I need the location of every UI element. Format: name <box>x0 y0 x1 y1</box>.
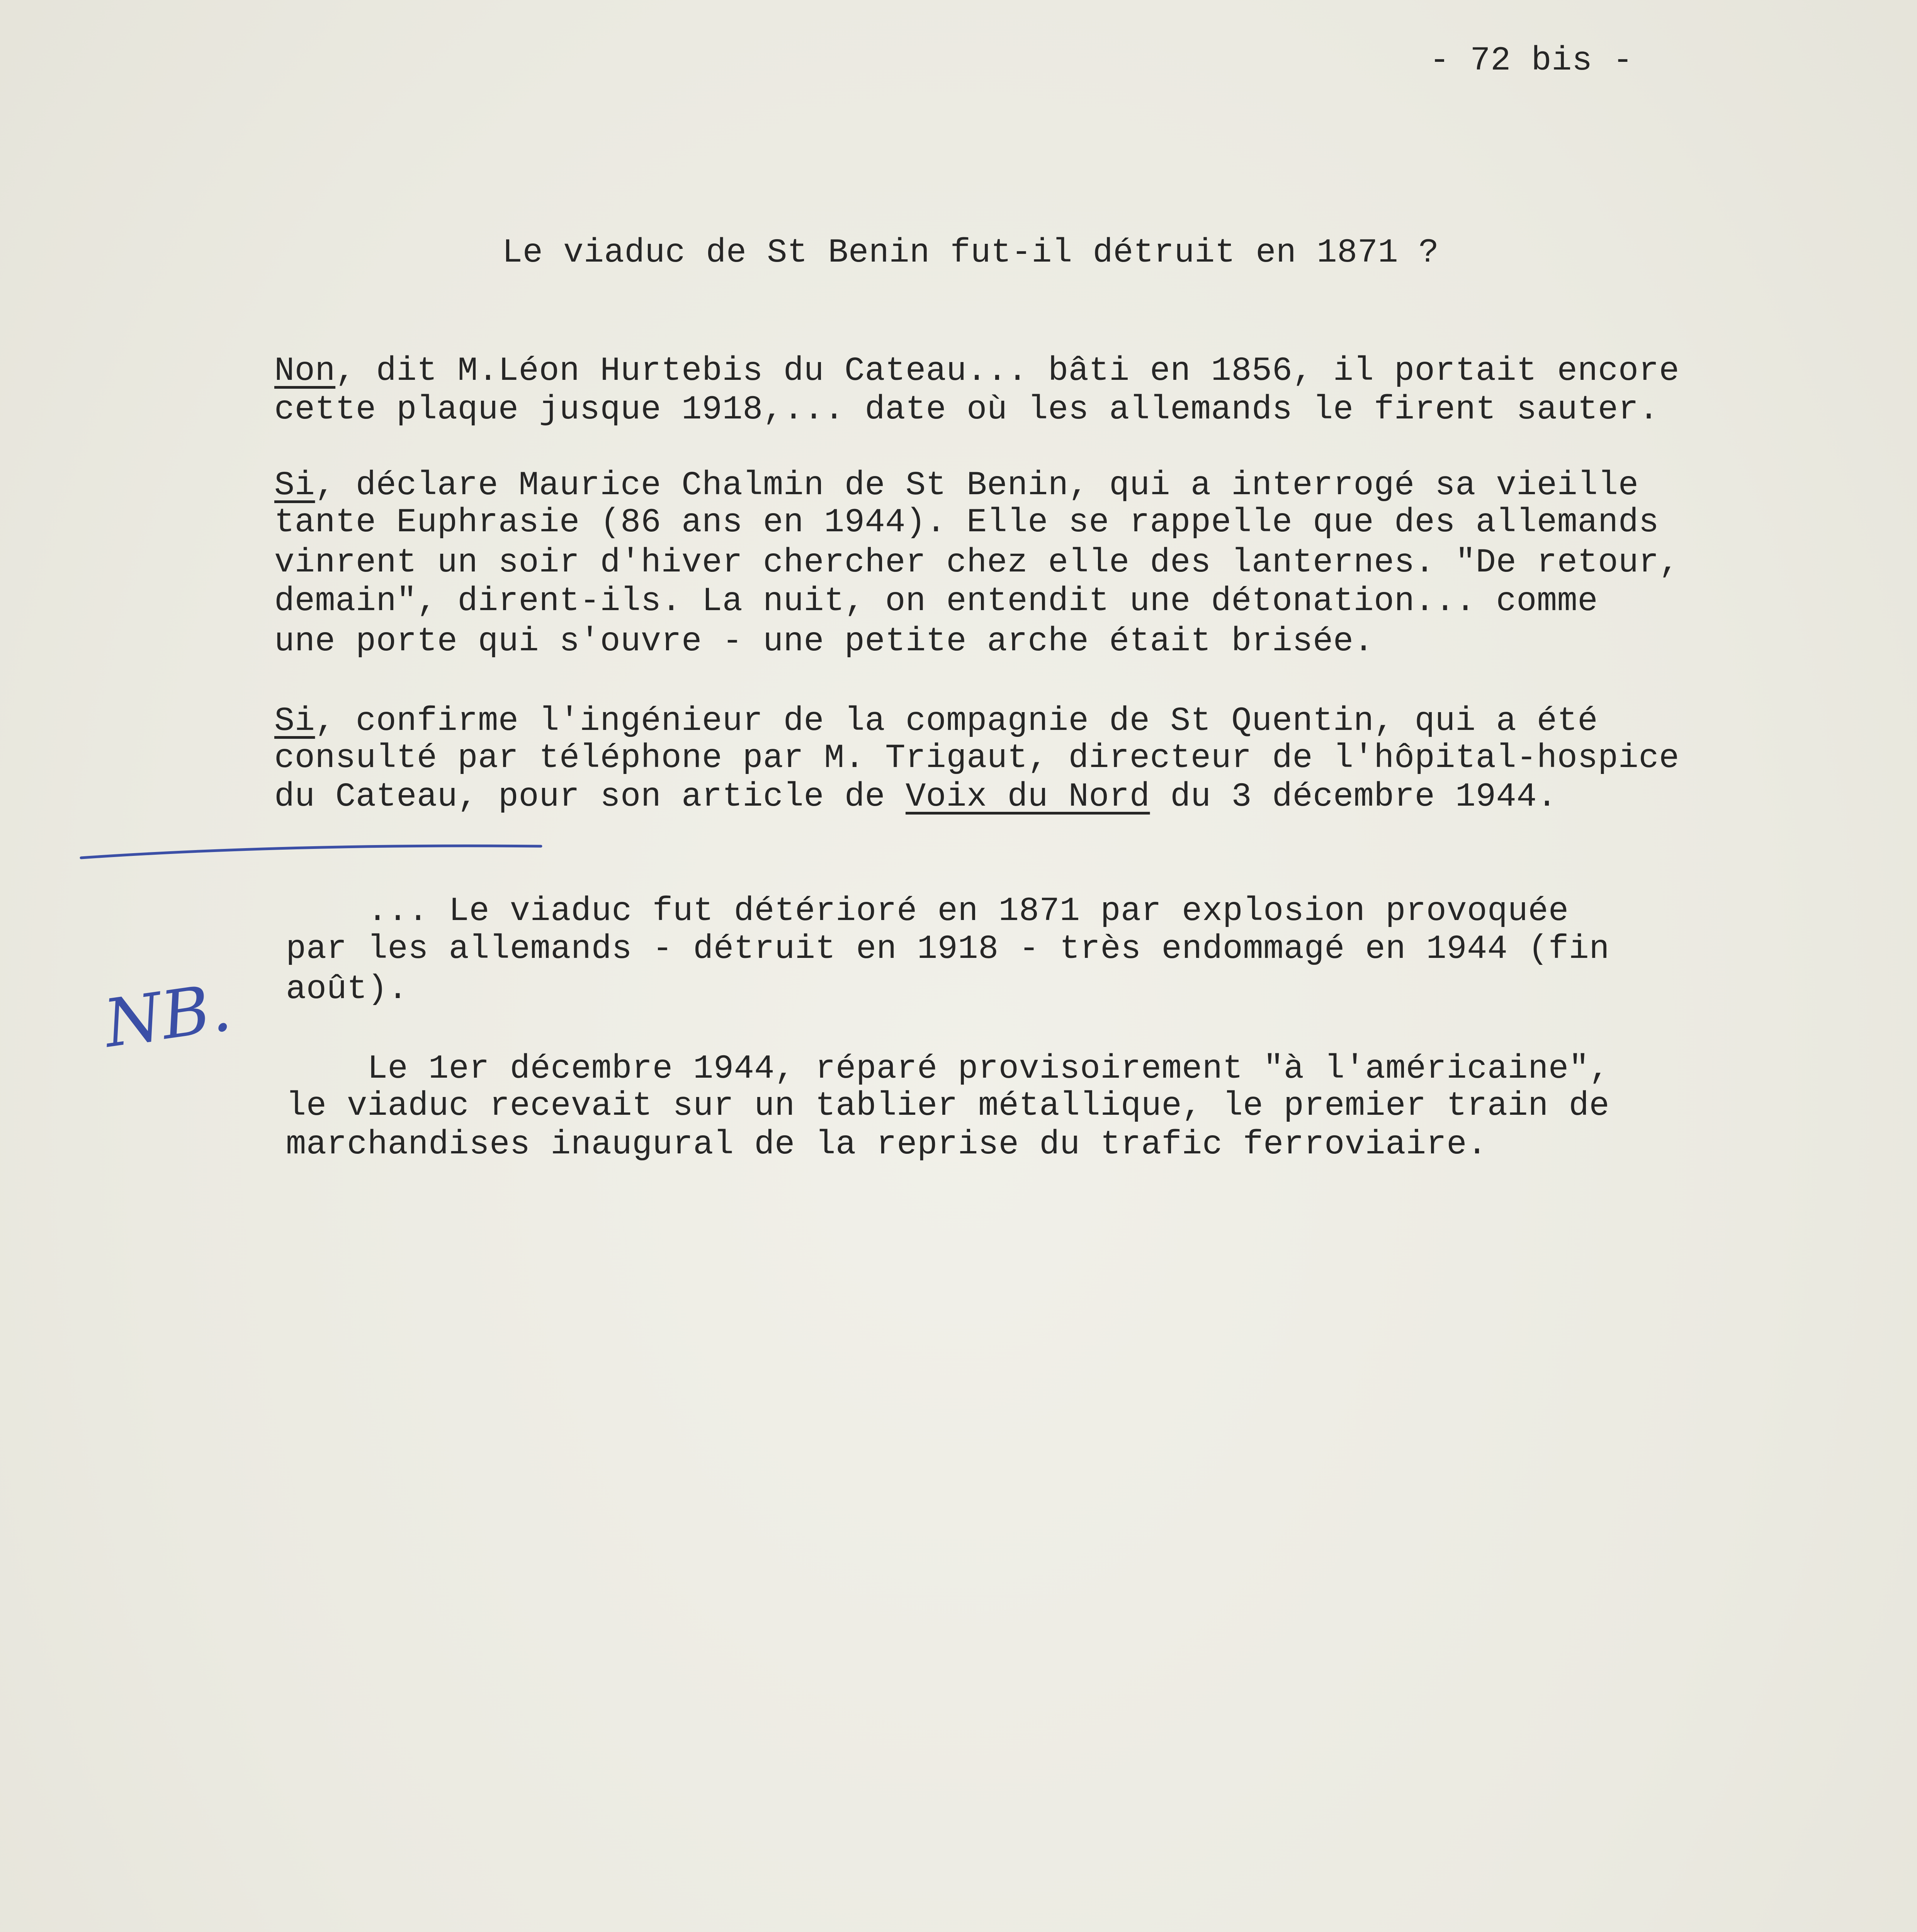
para1-line1-text: , dit M.Léon Hurtebis du Cateau... bâti en 1856, il portait encore <box>335 352 1679 390</box>
para5-line2: le viaduc recevait sur un tablier métallique, le premier train de <box>286 1087 1610 1125</box>
pen-stroke-divider <box>77 835 560 869</box>
para3-line3-end: du 3 décembre 1944. <box>1150 778 1557 816</box>
para1-lead: Non <box>274 352 336 390</box>
para4-line2: par les allemands - détruit en 1918 - très endommagé en 1944 (fin <box>286 930 1610 968</box>
newspaper-title: Voix du Nord <box>905 778 1150 816</box>
para4-line3: août). <box>286 971 408 1009</box>
para1-line1 <box>274 352 1679 390</box>
para2-line1 <box>274 469 1638 503</box>
handwritten-nb-annotation: NB. <box>99 969 236 1063</box>
para3-line1-text: , confirme l'ingénieur de la compagnie de St Quentin, qui a été <box>315 702 1598 740</box>
para2-line5: une porte qui s'ouvre - une petite arche était brisée. <box>274 623 1374 661</box>
para3-line1 <box>274 702 1598 740</box>
para2-lead: Si <box>274 467 315 505</box>
para5-line1: Le 1er décembre 1944, réparé provisoirement "à l'américaine", <box>286 1050 1610 1088</box>
para2-line1-text: , déclare Maurice Chalmin de St Benin, qui a interrogé sa vieille <box>315 467 1639 505</box>
para3-lead: Si <box>274 702 315 740</box>
page-number: - 72 bis - <box>1429 42 1633 80</box>
para2-line4: demain", dirent-ils. La nuit, on entendit une détonation... comme <box>274 583 1598 621</box>
para1-line2: cette plaque jusque 1918,... date où les allemands le firent sauter. <box>274 391 1659 429</box>
page-title: Le viaduc de St Benin fut-il détruit en 1871 ? <box>502 234 1439 272</box>
para2-line2: tante Euphrasie (86 ans en 1944). Elle se rappelle que des allemands <box>274 504 1659 542</box>
para2-line3: vinrent un soir d'hiver chercher chez elle des lanternes. "De retour, <box>274 544 1679 582</box>
para4-line1: ... Le viaduc fut détérioré en 1871 par explosion provoquée <box>286 893 1569 930</box>
para5-line3: marchandises inaugural de la reprise du trafic ferroviaire. <box>286 1126 1487 1164</box>
para3-line3 <box>274 778 1557 816</box>
para3-line2: consulté par téléphone par M. Trigaut, directeur de l'hôpital-hospice <box>274 740 1679 777</box>
para3-line3-start: du Cateau, pour son article de <box>274 778 906 816</box>
